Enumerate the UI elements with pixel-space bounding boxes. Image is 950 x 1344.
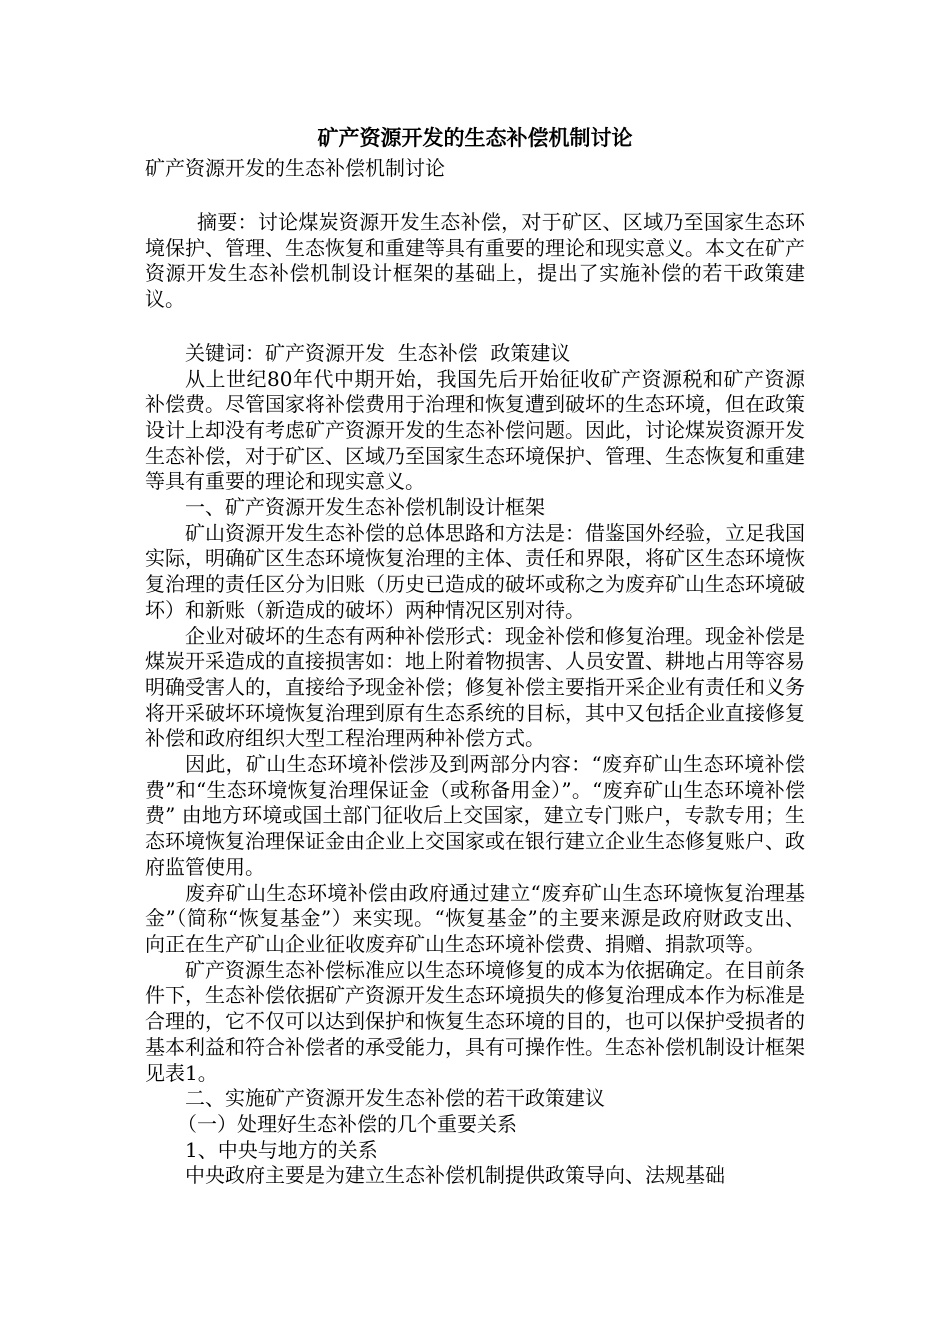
keywords-line: 关键词：矿产资源开发 生态补偿 政策建议 <box>185 340 571 365</box>
document-subtitle: 矿产资源开发的生态补偿机制讨论 <box>145 156 445 180</box>
section-1-paragraph: 企业对破坏的生态有两种补偿形式：现金补偿和修复治理。现金补偿是煤炭开采造成的直接损害如：地上附着物损害、人员安置、耕地占用等容易明确受害人的，直接给予现金补偿；修复补偿主要指开采企业有责任和义务将开采破坏环境恢复治理到原有生态系统的目标，其中又包括企业直接修复补偿和政府组织大型工程治理两种补偿方式。 <box>145 623 805 751</box>
intro-paragraph: 从上世纪80年代中期开始，我国先后开始征收矿产资源税和矿产资源补偿费。尽管国家将补偿费用于治理和恢复遭到破坏的生态环境，但在政策设计上却没有考虑矿产资源开发的生态补偿问题。因此，讨论煤炭资源开发生态补偿，对于矿区、区域乃至国家生态环境保护、管理、生态恢复和重建等具有重要的理论和现实意义。 <box>145 366 805 494</box>
section-1-paragraph: 废弃矿山生态环境补偿由政府通过建立“废弃矿山生态环境恢复治理基金”（简称“恢复基金”）来实现。“恢复基金”的主要来源是政府财政支出、向正在生产矿山企业征收废弃矿山生态环境补偿费、捐赠、捐款项等。 <box>145 880 805 956</box>
section-1-heading: 一、矿产资源开发生态补偿机制设计框架 <box>185 495 545 520</box>
section-2-subheading: （一）处理好生态补偿的几个重要关系 <box>177 1111 517 1136</box>
section-2-heading: 二、实施矿产资源开发生态补偿的若干政策建议 <box>185 1086 605 1111</box>
section-1-paragraph: 矿产资源生态补偿标准应以生态环境修复的成本为依据确定。在目前条件下，生态补偿依据矿产资源开发生态环境损失的修复治理成本作为标准是合理的，它不仅可以达到保护和恢复生态环境的目的，也可以保护受损者的基本利益和符合补偿者的承受能力，具有可操作性。生态补偿机制设计框架见表1。 <box>145 957 805 1085</box>
document-body <box>145 122 805 1189</box>
section-1-paragraph: 矿山资源开发生态补偿的总体思路和方法是：借鉴国外经验，立足我国实际，明确矿区生态环境恢复治理的主体、责任和界限，将矿区生态环境恢复治理的责任区分为旧账（历史已造成的破坏或称之为废弃矿山生态环境破坏）和新账（新造成的破坏）两种情况区别对待。 <box>145 520 805 622</box>
document-title: 矿产资源开发的生态补偿机制讨论 <box>317 125 633 150</box>
section-2-paragraph: 中央政府主要是为建立生态补偿机制提供政策导向、法规基础 <box>185 1163 725 1188</box>
abstract-paragraph: 摘要：讨论煤炭资源开发生态补偿，对于矿区、区域乃至国家生态环境保护、管理、生态恢复和重建等具有重要的理论和现实意义。本文在矿产资源开发生态补偿机制设计框架的基础上，提出了实施补偿的若干政策建议。 <box>145 210 805 312</box>
section-1-paragraph: 因此，矿山生态环境补偿涉及到两部分内容：“废弃矿山生态环境补偿费”和“生态环境恢复治理保证金（或称备用金）”。“废弃矿山生态环境补偿费” 由地方环境或国土部门征收后上交国家，建立专门账户，专款专用；生态环境恢复治理保证金由企业上交国家或在银行建立企业生态修复账户、政府监管使用。 <box>145 752 805 879</box>
section-2-item-heading: 1、中央与地方的关系 <box>185 1137 378 1162</box>
